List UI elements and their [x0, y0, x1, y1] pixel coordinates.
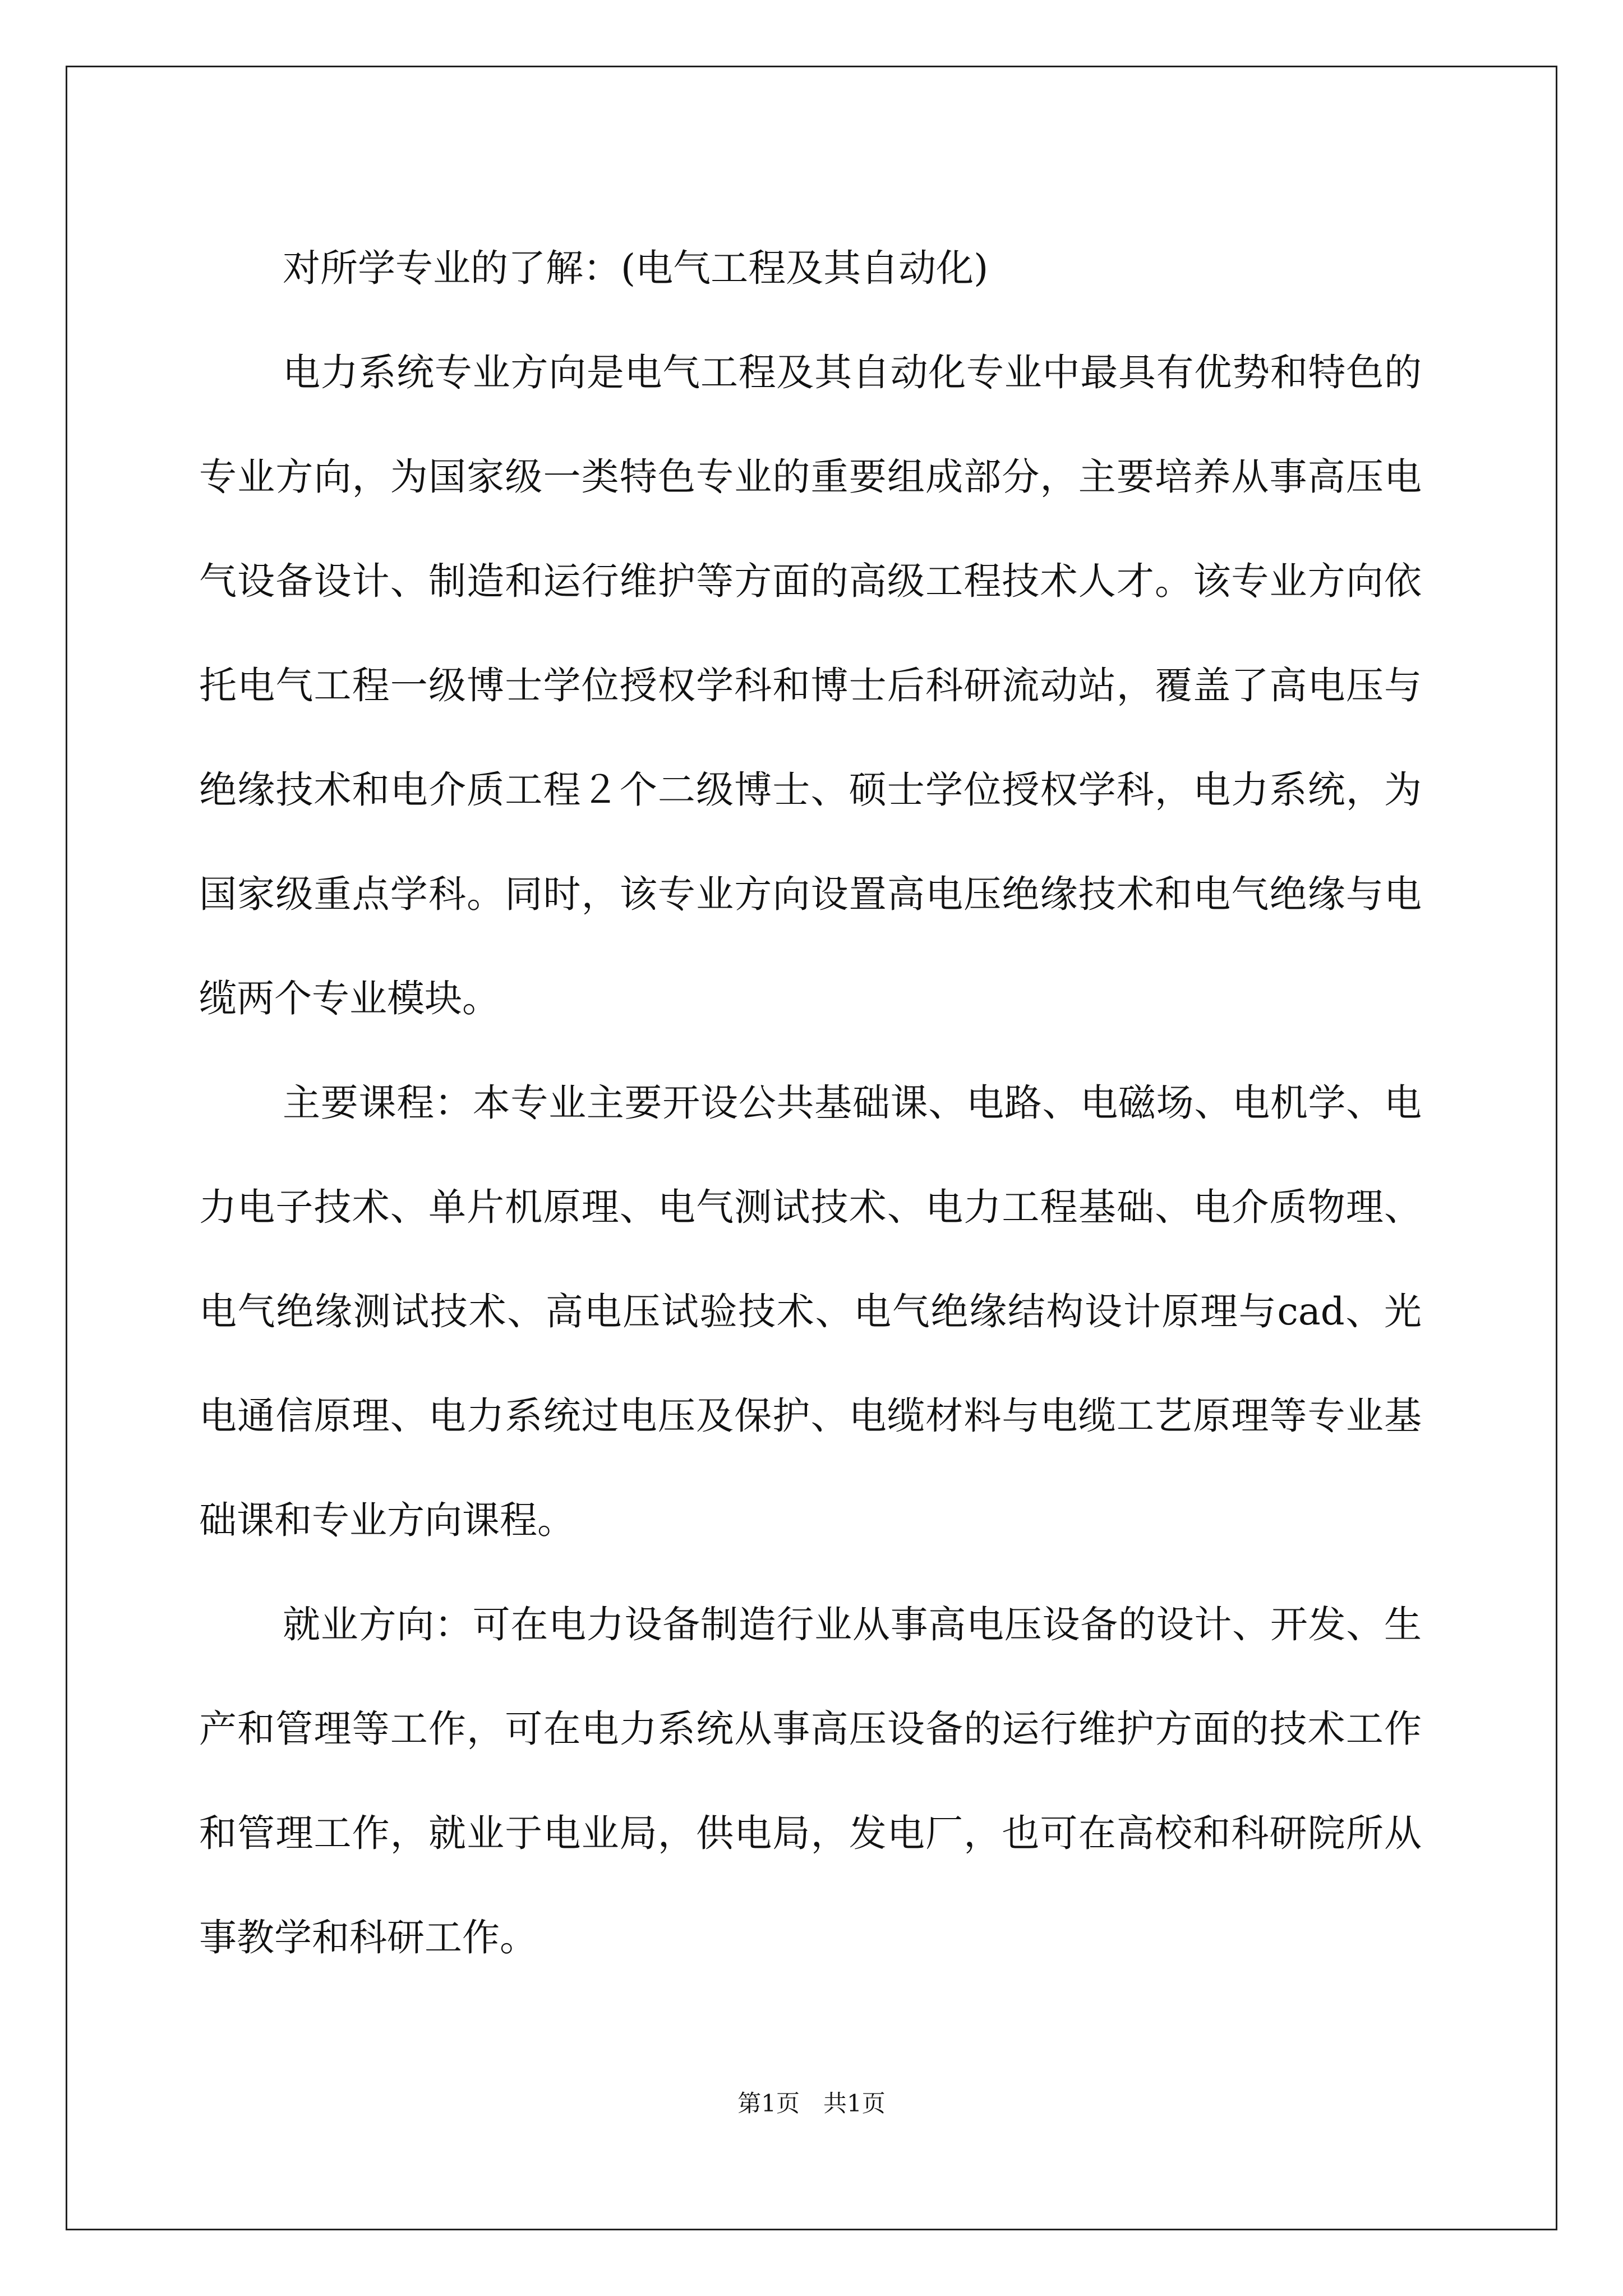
paragraph-major-direction: 电力系统专业方向是电气工程及其自动化专业中最具有优势和特色的专业方向，为国家级一类特色专业的重要组成部分，主要培养从事高压电气设备设计、制造和运行维护等方面的高级工程技术人才。该专业方向依托电气工程一级博士学位授权学科和博士后科研流动站，覆盖了高电压与绝缘技术和电介质工程２个二级博士、硕士学位授权学科，电力系统，为国家级重点学科。同时，该专业方向设置高电压绝缘技术和电气绝缘与电缆两个专业模块。 — [199, 351, 1422, 1020]
document-body — [199, 216, 1422, 1990]
page-number: 第1页 共1页 — [737, 2090, 886, 2117]
document-heading: 对所学专业的了解：(电气工程及其自动化) — [283, 246, 989, 290]
paragraph-employment: 就业方向：可在电力设备制造行业从事高电压设备的设计、开发、生产和管理等工作，可在电力系统从事高压设备的运行维护方面的技术工作和管理工作，就业于电业局，供电局，发电厂，也可在高校和科研院所从事教学和科研工作。 — [199, 1603, 1422, 1959]
paragraph-main-courses: 主要课程：本专业主要开设公共基础课、电路、电磁场、电机学、电力电子技术、单片机原理、电气测试技术、电力工程基础、电介质物理、电气绝缘测试技术、高电压试验技术、电气绝缘结构设计原理与cad、光电通信原理、电力系统过电压及保护、电缆材料与电缆工艺原理等专业基础课和专业方向课程。 — [199, 1081, 1422, 1542]
